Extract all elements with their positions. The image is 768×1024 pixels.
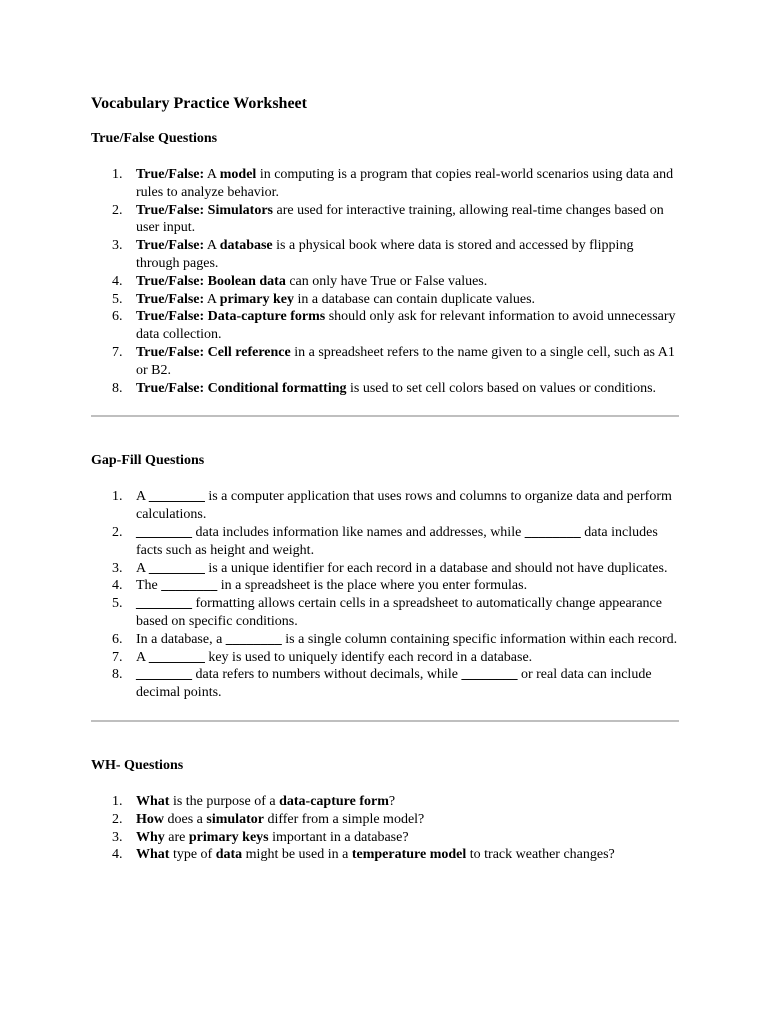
question-item [91,577,679,595]
question-number: 4. [112,578,123,594]
question-item [91,846,679,864]
question-number: 4. [112,273,123,289]
answer-blank: ________ [225,631,282,647]
question-number: 1. [112,793,123,809]
question-text: does a [164,811,207,827]
bold-term: model [219,167,257,182]
bold-term: True/False: Data-capture forms [136,309,326,325]
question-text: In a database, a [136,631,226,647]
bold-term: Why [136,829,165,845]
question-item [91,308,679,344]
question-text: The [136,578,162,594]
question-text: is a physical book where data is stored and accessed by flipping through pages. [136,238,634,271]
answer-blank: ________ [136,524,192,540]
answer-blank: ________ [148,649,205,665]
question-item [91,631,679,649]
question-text: important in a database? [268,829,409,845]
question-item [91,237,679,273]
question-item [91,595,679,631]
answer-blank: ________ [161,578,218,594]
question-number: 4. [112,847,123,863]
question-text: is a single column containing specific information within each record. [281,631,678,647]
question-item [91,649,679,667]
question-text: key is used to uniquely identify each record in a database. [204,649,533,665]
question-item [91,380,679,398]
question-number: 3. [112,560,123,576]
bold-term: True/False: Boolean data [136,273,286,289]
question-number: 7. [112,649,123,665]
question-item [91,666,679,702]
section-heading: Gap-Fill Questions [91,453,205,469]
question-text: is a unique identifier for each record in a database and should not have duplicates. [204,560,668,576]
question-text: is a computer application that uses rows and columns to organize data and perform calculations. [136,489,672,523]
question-number: 1. [112,167,123,182]
section-heading: True/False Questions [91,131,218,146]
question-item [91,811,679,829]
question-number: 3. [112,238,123,254]
question-item [91,488,679,524]
question-number: 2. [112,524,123,540]
bold-term: What [136,793,170,809]
answer-blank: ________ [148,489,205,505]
question-text: data includes information like names and addresses, while [192,524,525,540]
bold-term: data [215,847,243,863]
question-text: differ from a simple model? [263,811,425,827]
question-text: are [164,829,189,845]
question-number: 2. [112,811,123,827]
bold-term: How [136,811,164,827]
question-text: A [136,489,149,505]
question-text: A [204,238,220,254]
question-item [91,202,679,238]
question-number: 5. [112,596,123,612]
question-item [91,291,679,309]
bold-term: True/False: Conditional formatting [136,380,347,396]
question-text: A [204,291,220,307]
question-text: is used to set cell colors based on values or conditions. [346,380,657,396]
question-text: A [136,560,149,576]
question-number: 6. [112,309,123,325]
question-number: 3. [112,829,123,845]
question-list [91,488,679,702]
question-text: is the purpose of a [169,793,280,809]
question-text: can only have True or False values. [285,273,488,289]
question-list [91,793,679,864]
title-block [91,94,679,130]
question-text: are used for interactive training, allowing real-time changes based on user input. [136,202,664,236]
question-number: 6. [112,631,123,647]
question-text: might be used in a [242,847,352,863]
question-text: A [136,649,149,665]
question-list [91,166,679,397]
bold-term: database [219,238,273,254]
question-text: or real data can include decimal points. [136,667,652,701]
question-text: A [204,167,220,182]
question-text: formatting allows certain cells in a spreadsheet to automatically change appearance based on specific conditions. [136,596,662,629]
question-text: in a spreadsheet refers to the name given to a single cell, such as A1 or B2. [136,344,675,378]
question-text: in a database can contain duplicate values. [294,291,536,307]
bold-term: True/False: [136,291,205,307]
section-heading-block [91,757,679,793]
question-item [91,524,679,560]
question-text: to track weather changes? [466,847,615,863]
section-heading-block [91,130,679,166]
bold-term: True/False: Simulators [136,202,274,218]
answer-blank: ________ [461,667,518,683]
question-text: ? [388,793,396,809]
question-item [91,166,679,202]
question-item [91,273,679,291]
question-item [91,560,679,578]
question-item [91,829,679,847]
bold-term: primary keys [188,829,269,845]
bold-term: data-capture form [279,793,389,809]
answer-blank: ________ [524,524,581,540]
question-text: data includes facts such as height and weight. [136,524,658,558]
answer-blank: ________ [136,667,192,683]
section-heading: WH- Questions [91,757,184,773]
question-text: data refers to numbers without decimals, while [192,667,462,683]
bold-term: temperature model [351,847,467,863]
answer-blank: ________ [136,596,192,612]
bold-term: simulator [206,811,264,827]
question-text: type of [169,847,216,863]
question-number: 5. [112,291,123,307]
question-text: in a spreadsheet is the place where you enter formulas. [217,578,528,594]
worksheet-title: Vocabulary Practice Worksheet [91,95,307,112]
bold-term: True/False: [136,167,205,182]
question-item [91,793,679,811]
question-item [91,344,679,380]
question-number: 7. [112,344,123,360]
sections-container [91,130,679,864]
answer-blank: ________ [148,560,205,576]
question-number: 2. [112,202,123,218]
question-text: should only ask for relevant information to avoid unnecessary data collection. [136,309,676,343]
section-heading-block [91,452,679,488]
bold-term: primary key [219,291,295,307]
question-text: in computing is a program that copies real-world scenarios using data and rules to analyze behavior. [136,167,674,200]
question-number: 8. [112,380,123,396]
worksheet-page [91,94,679,864]
question-number: 1. [112,489,123,505]
bold-term: True/False: [136,238,205,254]
question-number: 8. [112,667,123,683]
bold-term: True/False: Cell reference [136,344,291,360]
bold-term: What [136,847,170,863]
